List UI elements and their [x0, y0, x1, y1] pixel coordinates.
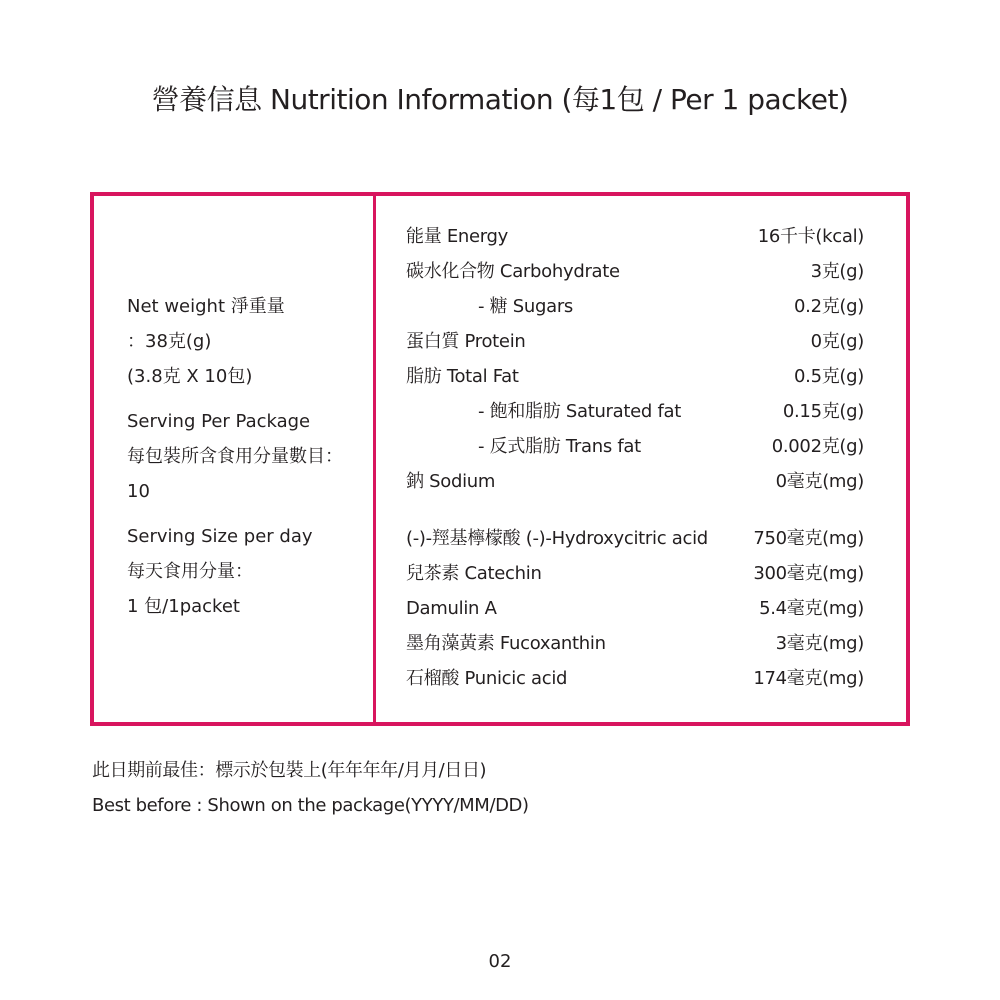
active-ingredient-value: 300毫克(mg): [753, 563, 864, 584]
nutrient-value: 0.2克(g): [794, 296, 864, 317]
nutrient-name: 鈉 Sodium: [406, 471, 496, 492]
active-ingredient-name: 墨角藻黃素 Fucoxanthin: [406, 633, 606, 654]
nutrient-value: 0.002克(g): [771, 436, 864, 457]
nutrient-value: 0.5克(g): [794, 366, 864, 387]
column-divider: [373, 196, 376, 722]
net-weight-label: Net weight 淨重量: [127, 296, 285, 317]
active-ingredient-name: 石榴酸 Punicic acid: [406, 668, 568, 689]
active-ingredient-row: [406, 562, 864, 586]
active-ingredient-name: (-)-羥基檸檬酸 (-)-Hydroxycitric acid: [406, 528, 708, 549]
nutrient-name: 蛋白質 Protein: [406, 331, 526, 352]
active-ingredient-name: 兒茶素 Catechin: [406, 563, 542, 584]
nutrient-value: 16千卡(kcal): [757, 226, 864, 247]
net-weight-detail: (3.8克 X 10包): [127, 366, 253, 387]
nutrient-row: [406, 365, 864, 389]
nutrient-value: 3克(g): [810, 261, 864, 282]
nutrient-value: 0克(g): [810, 331, 864, 352]
nutrient-row: [406, 225, 864, 249]
best-before-zh: 此日期前最佳：標示於包裝上(年年年年/月月/日日): [92, 760, 487, 781]
nutrient-name: - 糖 Sugars: [478, 296, 574, 317]
page-title: 營養信息 Nutrition Information (每1包 / Per 1 packet): [151, 83, 849, 116]
active-ingredient-value: 750毫克(mg): [753, 528, 864, 549]
active-ingredient-value: 5.4毫克(mg): [759, 598, 864, 619]
active-ingredient-row: [406, 632, 864, 656]
active-ingredient-value: 3毫克(mg): [775, 633, 864, 654]
nutrient-row: [406, 260, 864, 284]
nutrient-row: [406, 330, 864, 354]
active-ingredient-name: Damulin A: [406, 598, 497, 619]
serving-per-package-label-zh: 每包裝所含食用分量數目：: [127, 446, 343, 467]
nutrient-value: 0毫克(mg): [775, 471, 864, 492]
nutrient-name: 能量 Energy: [406, 226, 509, 247]
nutrient-name: - 反式脂肪 Trans fat: [478, 436, 641, 457]
nutrient-row: [406, 400, 864, 424]
serving-size-label-zh: 每天食用分量：: [127, 561, 253, 582]
serving-size-label-en: Serving Size per day: [127, 526, 313, 547]
active-ingredient-row: [406, 597, 864, 621]
nutrient-name: 脂肪 Total Fat: [406, 366, 519, 387]
nutrient-row: [406, 470, 864, 494]
active-ingredient-value: 174毫克(mg): [753, 668, 864, 689]
net-weight-value: ：38克(g): [127, 331, 212, 352]
page-number: 02: [488, 951, 512, 972]
nutrient-value: 0.15克(g): [782, 401, 864, 422]
best-before-en: Best before : Shown on the package(YYYY/MM/DD): [92, 795, 529, 816]
active-ingredient-row: [406, 667, 864, 691]
serving-per-package-label-en: Serving Per Package: [127, 411, 311, 432]
nutrient-row: [406, 435, 864, 459]
nutrient-name: 碳水化合物 Carbohydrate: [406, 261, 620, 282]
active-ingredient-row: [406, 527, 864, 551]
serving-per-package-value: 10: [127, 481, 150, 502]
nutrient-row: [406, 295, 864, 319]
serving-size-value: 1 包/1packet: [127, 596, 240, 617]
nutrition-table: [90, 192, 910, 726]
nutrient-name: - 飽和脂肪 Saturated fat: [478, 401, 681, 422]
